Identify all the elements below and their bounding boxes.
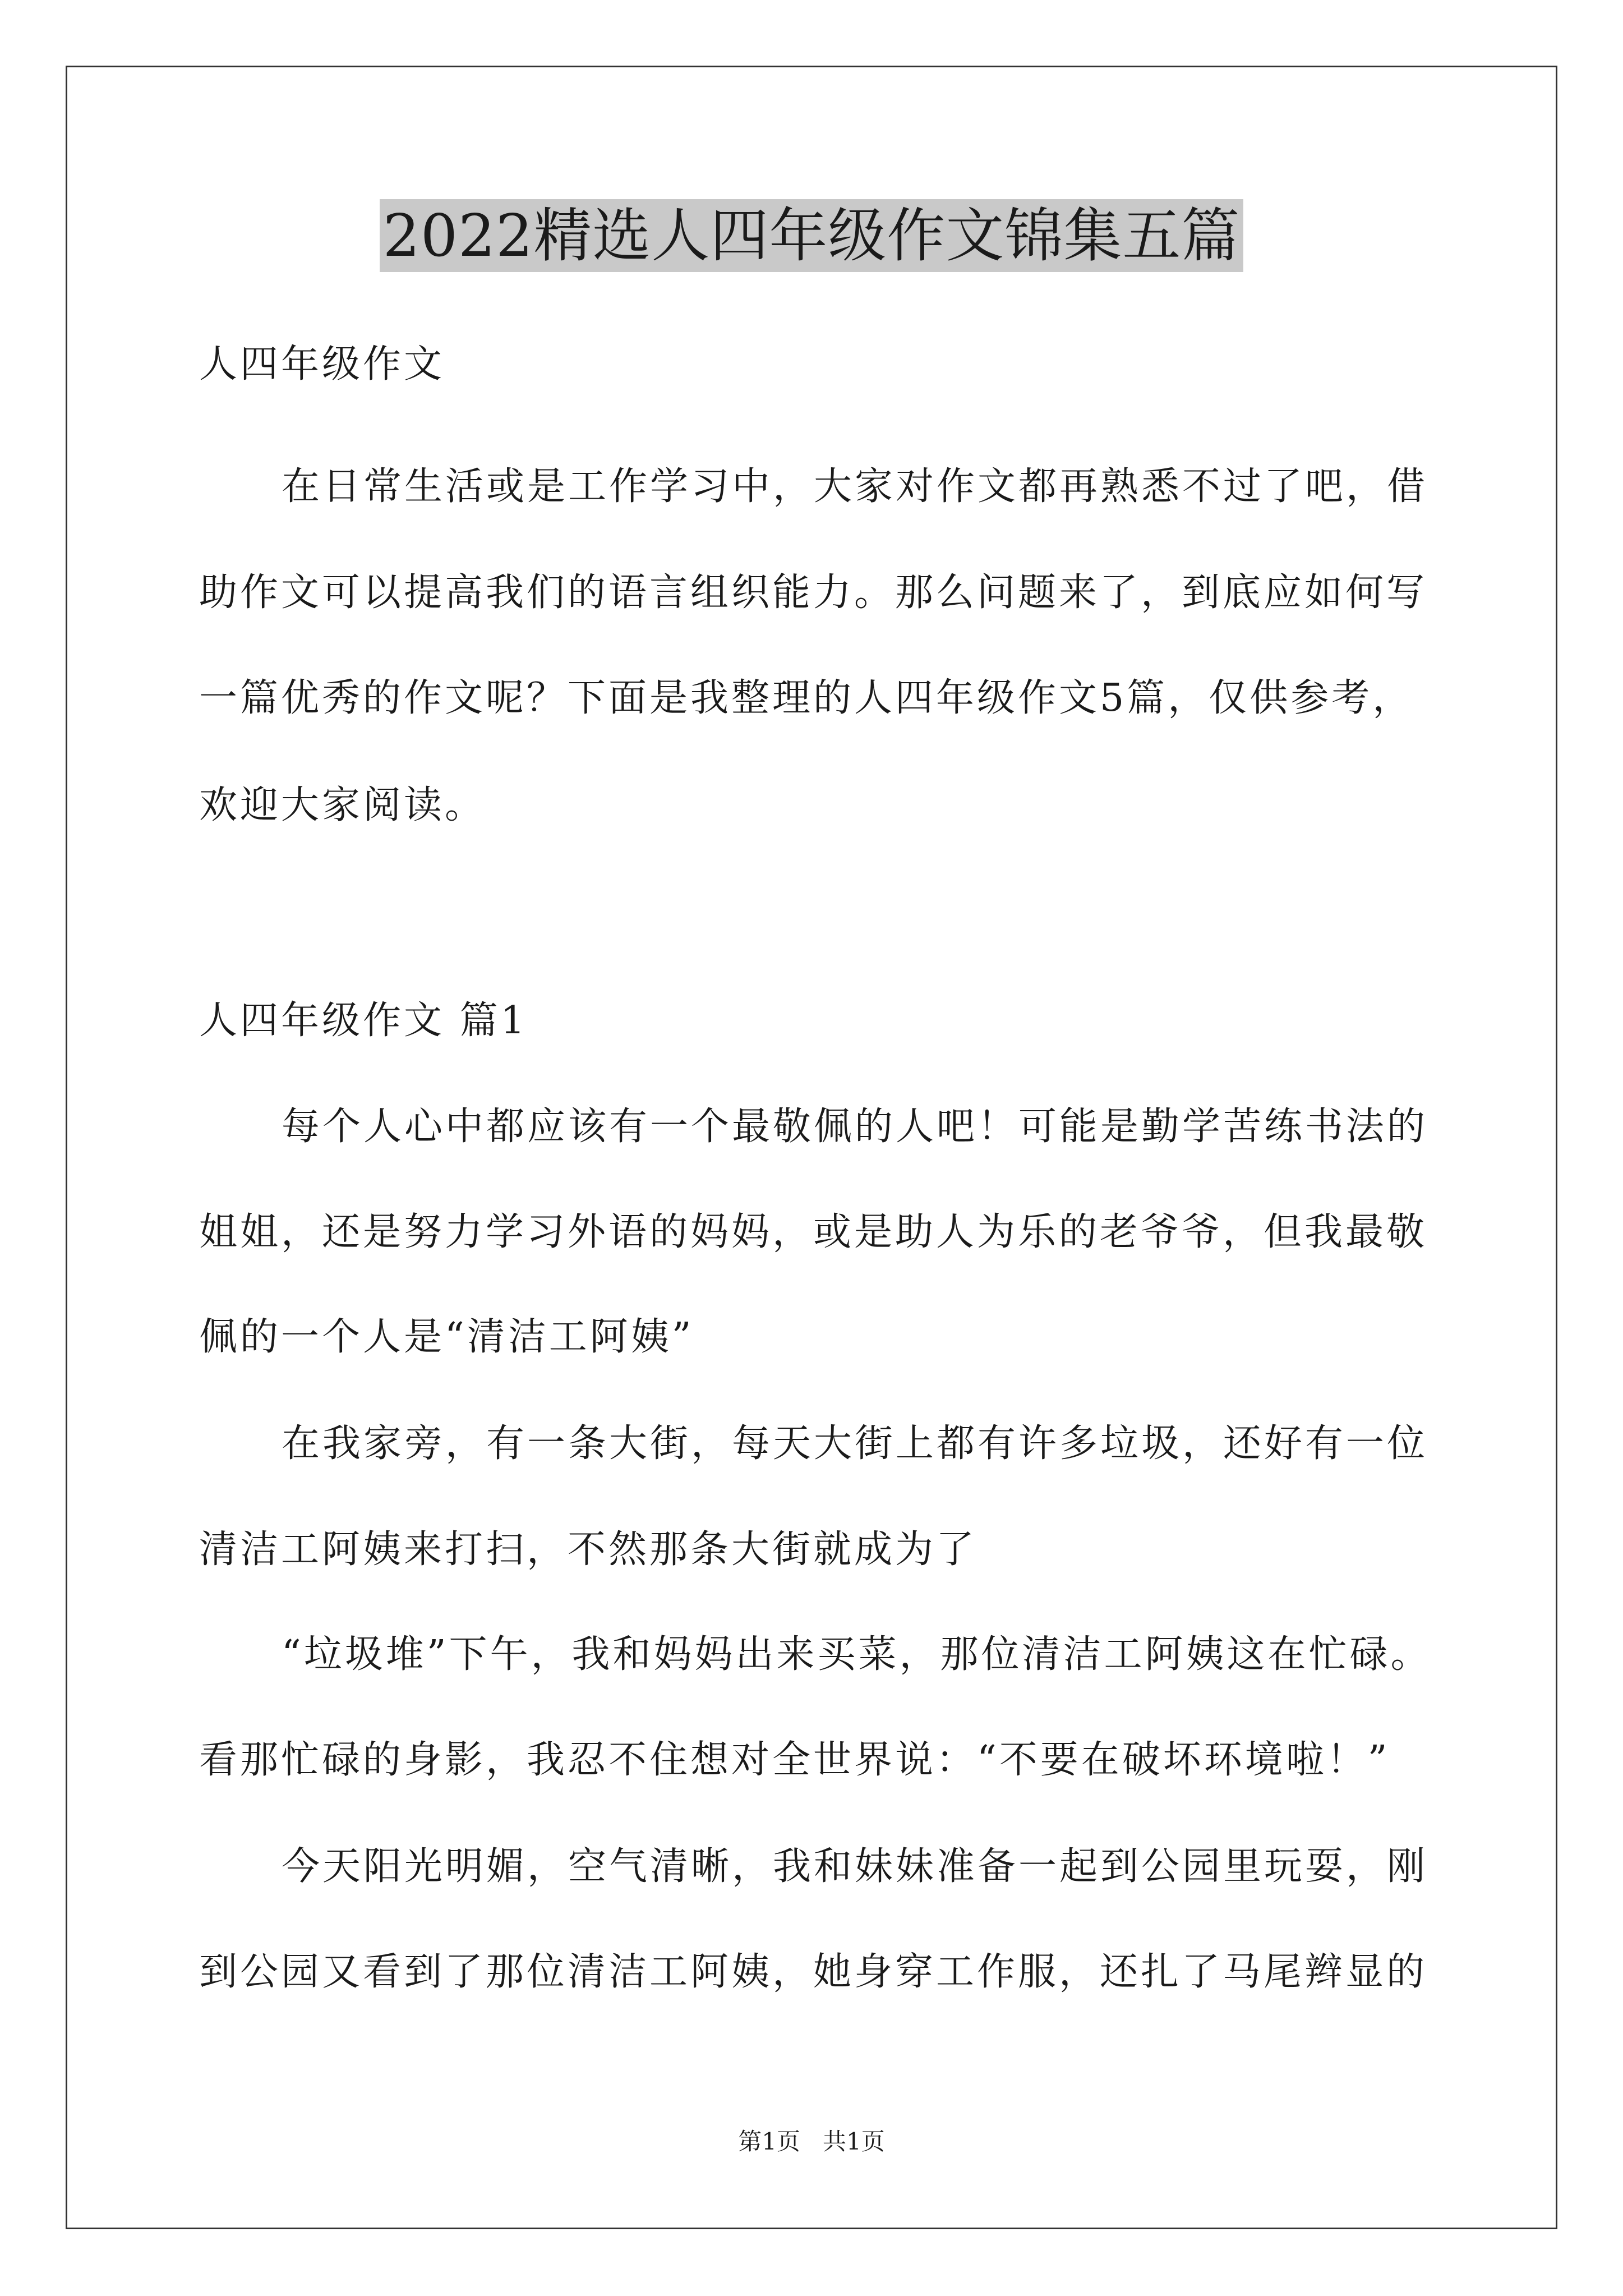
paragraph-line: 看那忙碌的身影，我忍不住想对全世界说：“不要在破坏环境啦！” [199, 1738, 1390, 1782]
paragraph-line: 在日常生活或是工作学习中，大家对作文都再熟悉不过了吧，借 [282, 464, 1428, 509]
paragraph-line: 一篇优秀的作文呢？下面是我整理的人四年级作文5篇，仅供参考， [199, 676, 1414, 720]
paragraph-line: 每个人心中都应该有一个最敬佩的人吧！可能是勤学苦练书法的 [282, 1105, 1428, 1149]
page-footer [0, 2126, 1623, 2157]
paragraph-line: 助作文可以提高我们的语言组织能力。那么问题来了，到底应如何写 [199, 570, 1428, 615]
paragraph-line: 在我家旁，有一条大街，每天大街上都有许多垃圾，还好有一位 [282, 1421, 1428, 1466]
title-container [0, 199, 1623, 272]
page-number: 第1页 [738, 2128, 800, 2155]
paragraph-line: 姐姐，还是努力学习外语的妈妈，或是助人为乐的老爷爷，但我最敬 [199, 1210, 1428, 1254]
page-total: 共1页 [823, 2128, 885, 2155]
paragraph-line: 到公园又看到了那位清洁工阿姨，她身穿工作服，还扎了马尾辫显的 [199, 1950, 1428, 1994]
paragraph-line: 今天阳光明媚，空气清晰，我和妹妹准备一起到公园里玩耍，刚 [282, 1844, 1428, 1889]
document-title: 2022精选人四年级作文锦集五篇 [380, 199, 1244, 272]
essay-heading: 人四年级作文 篇1 [199, 999, 528, 1043]
paragraph-line: 欢迎大家阅读。 [199, 783, 486, 827]
section-heading: 人四年级作文 [199, 342, 445, 386]
paragraph-line: 佩的一个人是“清洁工阿姨” [199, 1315, 694, 1359]
paragraph-line: “垃圾堆”下午，我和妈妈出来买菜，那位清洁工阿姨这在忙碌。 [282, 1632, 1432, 1677]
paragraph-line: 清洁工阿姨来打扫，不然那条大街就成为了 [199, 1527, 978, 1572]
